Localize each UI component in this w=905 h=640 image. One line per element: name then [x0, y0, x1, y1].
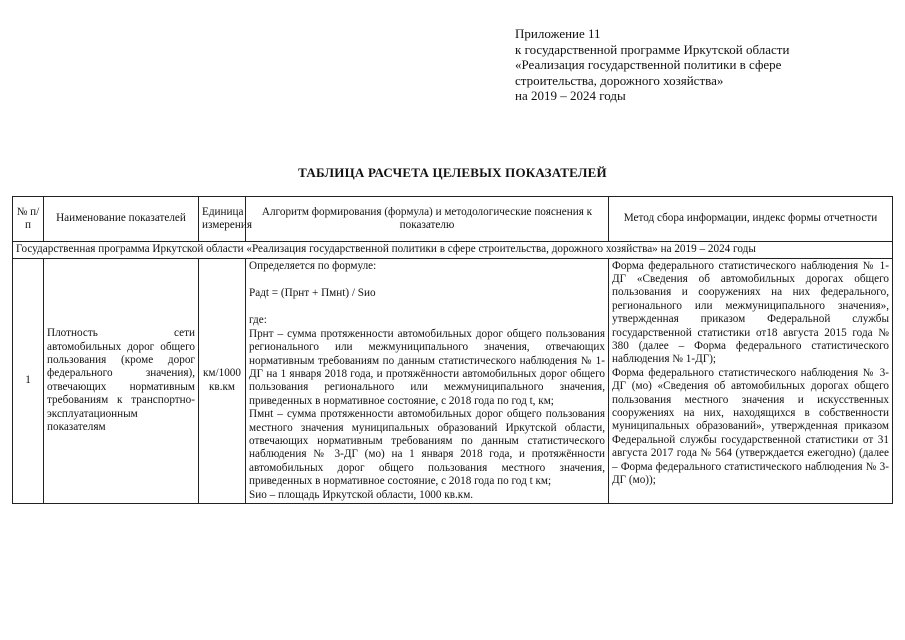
appendix-header [515, 26, 789, 104]
program-row [13, 242, 893, 259]
document-title: ТАБЛИЦА РАСЧЕТА ЦЕЛЕВЫХ ПОКАЗАТЕЛЕЙ [298, 165, 607, 180]
table-header-row [13, 197, 893, 242]
appendix-line-5: на 2019 – 2024 годы [515, 88, 626, 104]
algorithm-where: где: [249, 314, 267, 327]
algorithm-intro: Определяется по формуле: [249, 259, 377, 272]
method-form-1: Форма федерального статистического наблюдения № 1-ДГ «Сведения об автомобильных дорогах общего пользования и сооружениях на них федерального, регионального или межмуниципального значения», утвержденная приказом Федеральной службы государственной статистики от18 августа 2015 года № 380 (далее – Форма федерального статистического наблюдения № 1-ДГ); [612, 259, 889, 366]
row-num-cell: 1 [13, 258, 44, 504]
method-cell [609, 258, 893, 504]
unit-cell: км/1000 кв.км [199, 258, 246, 504]
header-method: Метод сбора информации, индекс формы отчетности [609, 197, 893, 242]
header-num: № п/п [13, 197, 44, 242]
table-row [13, 258, 893, 504]
appendix-line-4: строительства, дорожного хозяйства» [515, 72, 724, 88]
algorithm-term-2: Пмнt – сумма протяженности автомобильных дорог общего пользования местного значения муниципальных образований Иркутской области, отвечающих нормативным требованиям по данным статистического наблюдения № 3-ДГ (мо) на 1 января 2018 года, и протяжённости автомобильных дорог общего пользования местного значения, приведенных в нормативное состояние, с 2018 года по год t км; [249, 408, 605, 488]
header-unit: Единица измерения [199, 197, 246, 242]
header-algorithm: Алгоритм формирования (формула) и методологические пояснения к показателю [246, 197, 609, 242]
method-form-2: Форма федерального статистического наблюдения № 3-ДГ (мо) «Сведения об автомобильных дорогах общего пользования местного значения и искусственных сооружениях на них, находящихся в собственности муниципальных образований», утвержденная приказом Федеральной службы государственной статистики от 31 августа 2017 года № 564 (утверждается ежегодно) (далее – Форма федерального статистического наблюдения № 3-ДГ (мо)); [612, 366, 889, 487]
indicators-table [12, 196, 893, 504]
indicator-name-cell: Плотность сети автомобильных дорог общего пользования (кроме дорог федерального значения), отвечающих нормативным требованиям к транспортно-эксплуатационным показателям [44, 258, 199, 504]
appendix-line-2: к государственной программе Иркутской области [515, 41, 790, 57]
algorithm-term-3: Sио – площадь Иркутской области, 1000 кв.км. [249, 488, 474, 501]
algorithm-cell [246, 258, 609, 504]
algorithm-formula: Радt = (Пpнт + Пмнt) / Sио [249, 287, 376, 299]
appendix-line-3: «Реализация государственной политики в сфере [515, 57, 782, 73]
appendix-line-1: Приложение 11 [515, 26, 601, 41]
algorithm-term-1: Пpнт – сумма протяженности автомобильных дорог общего пользования регионального или межмуниципального значения, отвечающих нормативным требованиям по данным статистического наблюдения № 1-ДГ на 1 января 2018 года, и протяжённости автомобильных дорог общего пользования регионального или межмуниципального значения, приведенных в нормативное состояние, с 2018 года по год t, км; [249, 327, 605, 407]
program-title-cell: Государственная программа Иркутской области «Реализация государственной политики в сфере строительства, дорожного хозяйства» на 2019 – 2024 годы [13, 242, 893, 259]
header-name: Наименование показателей [44, 197, 199, 242]
